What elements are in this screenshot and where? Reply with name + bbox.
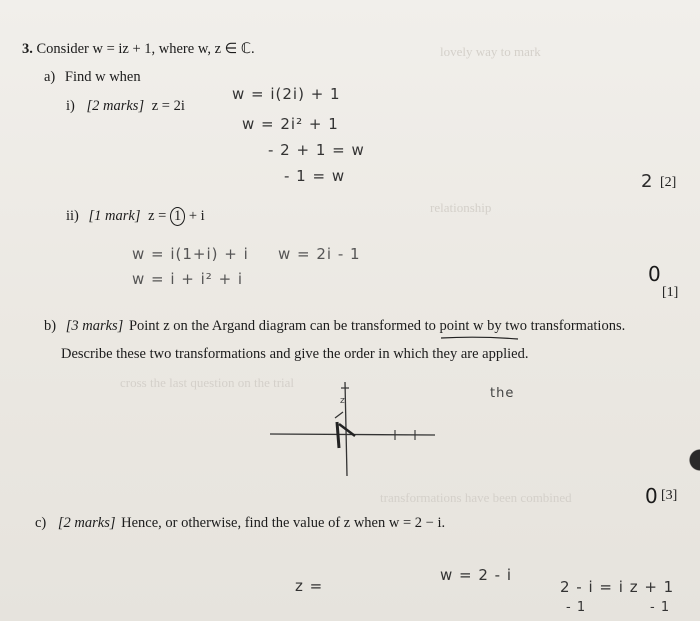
part-a-ii-prompt — [66, 207, 205, 226]
handwritten-working-line: 2 - i = i z + 1 — [560, 578, 675, 596]
part-a-i-prompt — [66, 98, 185, 115]
part-a-heading — [44, 69, 141, 86]
part-a-i-max-marks: [2] — [660, 175, 677, 190]
part-c-text: Hence, or otherwise, find the value of z when w = 2 − i. — [121, 515, 446, 531]
handwritten-working-line: w = i(2i) + 1 — [232, 85, 341, 103]
question-number: 3. — [22, 41, 33, 57]
handwritten-working-line: w = i(1+i) + i — [132, 245, 249, 263]
part-a-i-score: 2 — [641, 171, 653, 192]
part-a-ii-condition-prefix: z = — [148, 208, 167, 224]
handwritten-working-line: - 1 = w — [284, 167, 346, 185]
handwritten-working-line: z = — [295, 577, 324, 595]
bleed-through-text: cross the last question on the trial — [120, 375, 295, 390]
handwritten-working-line: w = 2i - 1 — [278, 245, 361, 263]
handwritten-working-line: - 1 — [650, 600, 671, 615]
part-c-label: c) — [35, 515, 47, 531]
part-a-ii-marks: [1 mark] — [88, 208, 141, 224]
part-c-prompt — [35, 515, 445, 532]
bleed-through-text: lovely way to mark — [440, 44, 541, 59]
part-a-ii-label: ii) — [66, 208, 79, 224]
handwritten-working-line: w = i + i² + i — [132, 270, 244, 288]
handwritten-working-line: w = 2 - i — [440, 566, 513, 584]
part-c-marks: [2 marks] — [57, 515, 116, 531]
question-stem — [22, 41, 255, 58]
sketch-label-z: z — [340, 396, 346, 406]
bleed-through-text: relationship — [430, 200, 492, 215]
part-b-marks: [3 marks] — [65, 318, 124, 334]
question-text: Consider w = iz + 1, where w, z ∈ ℂ. — [36, 41, 255, 57]
part-b-prompt — [44, 318, 625, 335]
handwritten-working-line: w = 2i² + 1 — [242, 115, 339, 133]
part-b-score: 0 — [645, 484, 658, 508]
part-b-max-marks: [3] — [661, 488, 678, 503]
part-a-i-marks: [2 marks] — [86, 98, 145, 114]
bleed-through-text: transformations have been combined — [380, 490, 572, 505]
part-b-label: b) — [44, 318, 57, 334]
handwritten-working-line: - 1 — [566, 600, 587, 615]
part-a-i-label: i) — [66, 98, 75, 114]
part-a-title: Find w when — [64, 69, 141, 85]
part-b-text-line2: Describe these two transformations and give the order in which they are applied. — [61, 346, 529, 362]
underline-annotation — [440, 335, 520, 341]
argand-diagram-sketch — [265, 378, 445, 480]
circled-term: 1 — [170, 207, 185, 226]
page-edge-shadow — [682, 440, 700, 480]
part-a-ii-score: 0 — [648, 262, 661, 286]
handwritten-working-line: - 2 + 1 = w — [268, 141, 365, 159]
part-a-label: a) — [44, 69, 56, 85]
part-a-i-condition: z = 2i — [151, 98, 185, 114]
part-a-ii-max-marks: [1] — [662, 285, 679, 300]
scribbled-word: the — [490, 386, 515, 401]
part-b-text-line1: Point z on the Argand diagram can be transformed to point w by two transformations. — [128, 318, 626, 334]
part-a-ii-condition-suffix: + i — [188, 208, 205, 224]
